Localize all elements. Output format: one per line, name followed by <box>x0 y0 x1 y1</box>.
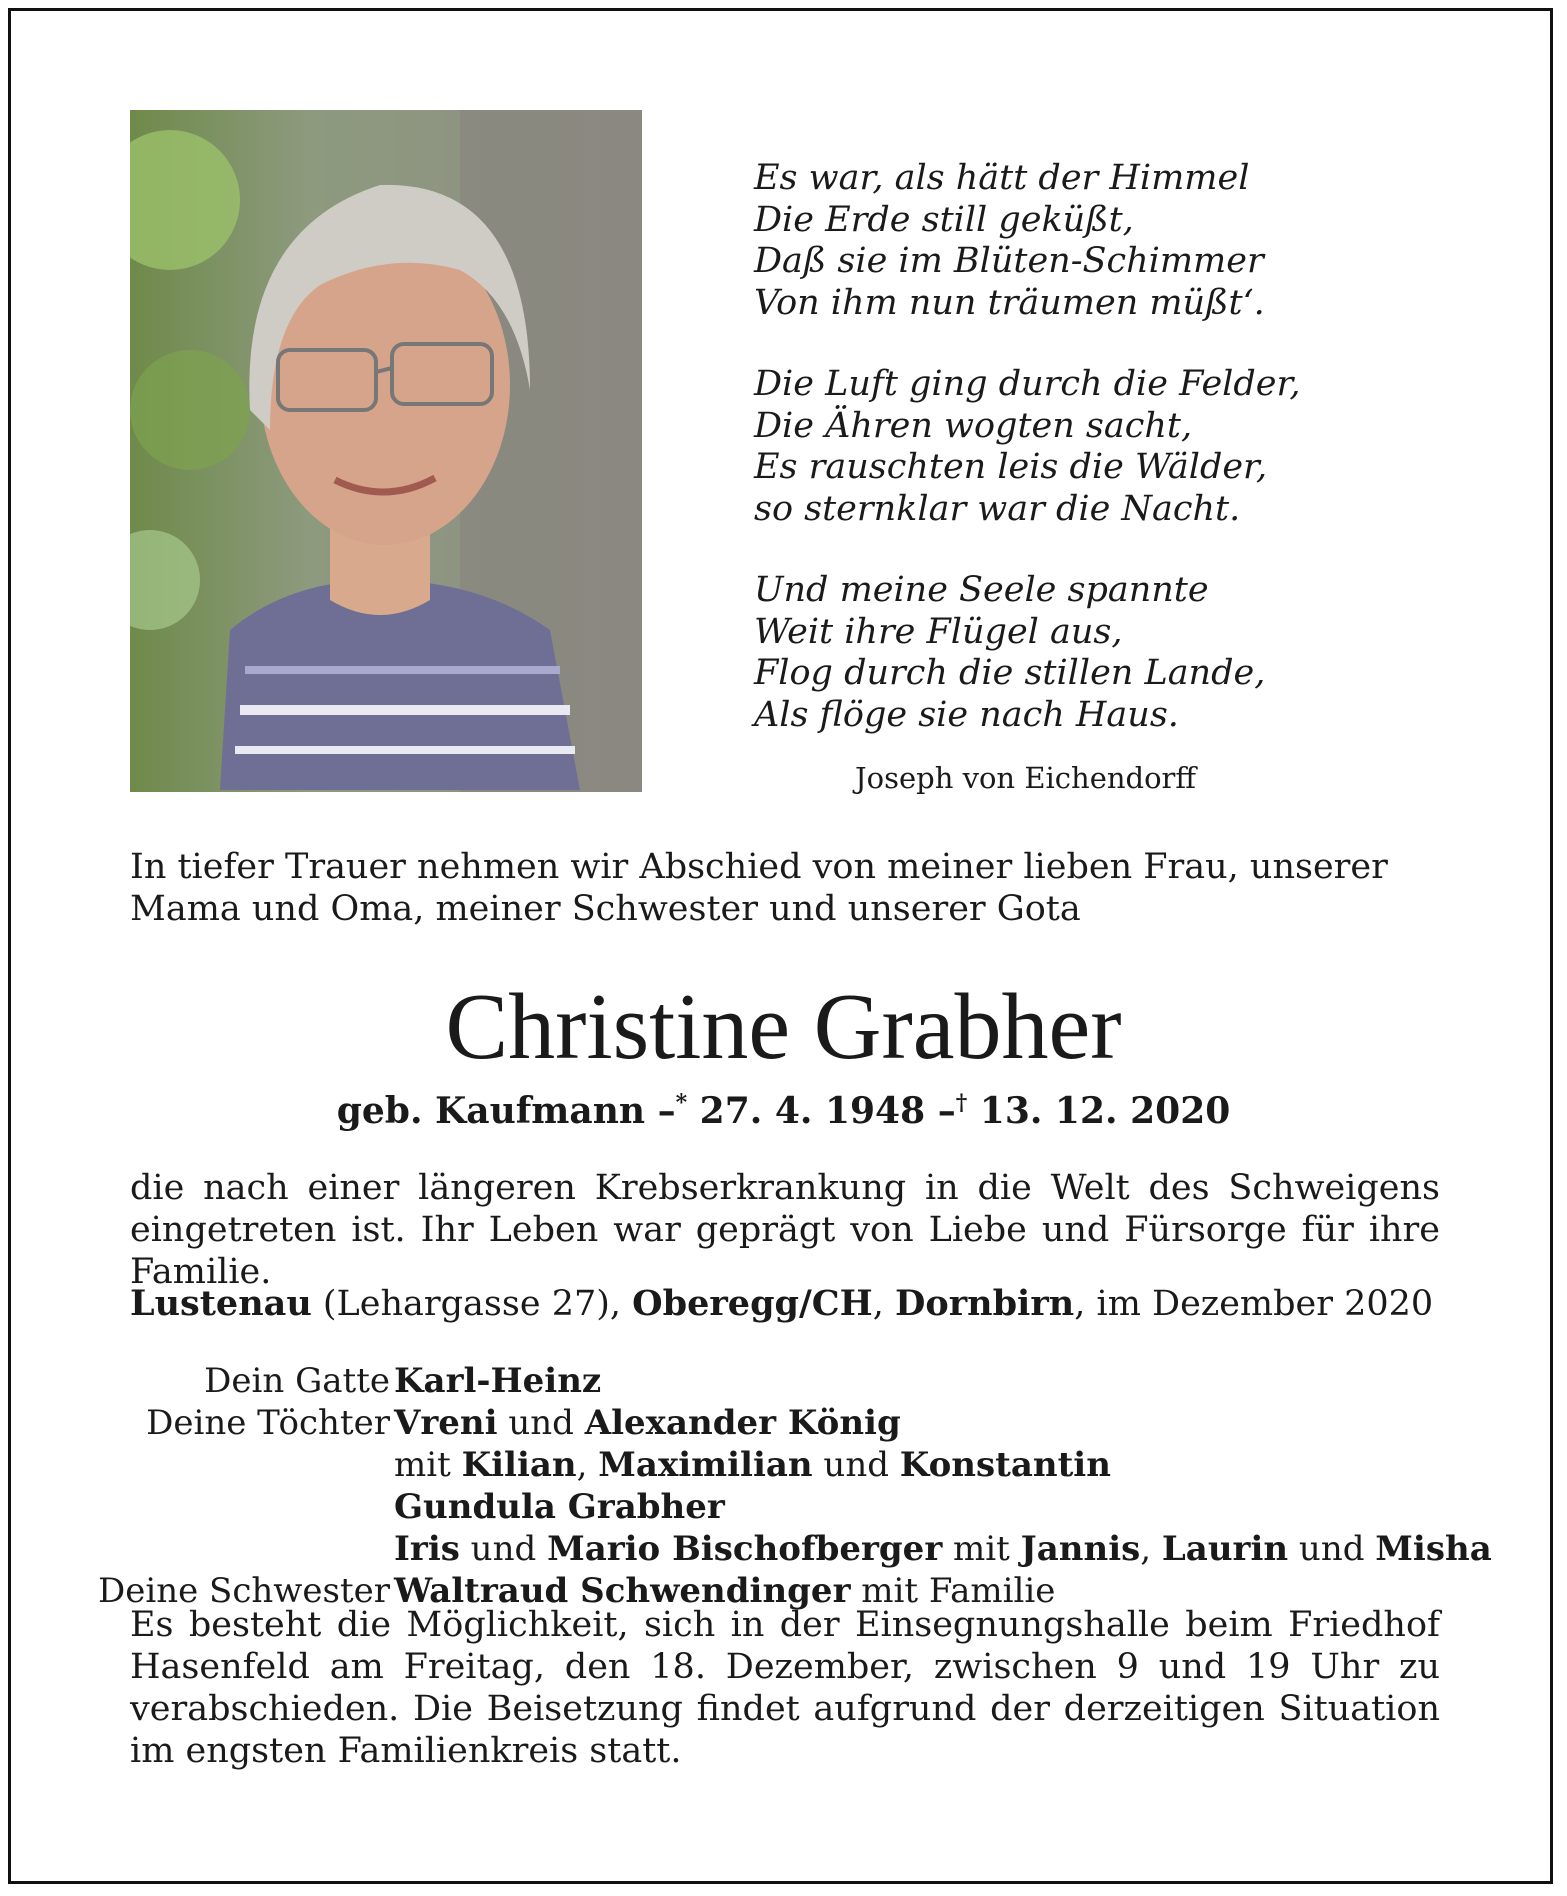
relative-row <box>0 1528 1567 1570</box>
relatives-list <box>0 1360 1567 1612</box>
relative-connector: und <box>812 1445 900 1485</box>
body-text: die nach einer längeren Krebserkrankung in die Welt des Schweigens eingetreten ist. Ihr Leben war geprägt von Liebe und Fürsorge für ihre Familie. <box>130 1168 1440 1292</box>
relative-connector: und <box>1288 1529 1376 1569</box>
poem-line: Als flöge sie nach Haus. <box>754 694 1179 735</box>
poem-stanza <box>754 570 1394 736</box>
relative-label: Deine Schwester <box>97 1571 390 1611</box>
place-city: Dornbirn <box>895 1283 1075 1324</box>
poem-line: Es war, als hätt der Himmel <box>754 158 1250 198</box>
dash: – <box>937 1090 956 1132</box>
relative-name: Misha <box>1375 1529 1492 1569</box>
poem-stanza <box>754 364 1394 530</box>
relative-names <box>394 1360 601 1402</box>
portrait-image <box>130 110 642 792</box>
relative-connector: , <box>1140 1529 1162 1569</box>
dash: – <box>657 1090 676 1132</box>
place-city: Lustenau <box>130 1283 312 1324</box>
relative-name: Waltraud Schwendinger <box>394 1571 851 1611</box>
poem-line: Daß sie im Blüten-Schimmer <box>754 241 1264 281</box>
closing-text: Es besteht die Möglichkeit, sich in der Einsegnungshalle beim Friedhof Hasenfeld am Freitag, den 18. Dezember, zwischen 9 und 19 Uhr zu verabschieden. Die Beisetzung findet aufgrund der derzeitigen Situation im engsten Familienkreis statt. <box>130 1605 1440 1771</box>
relative-name: Iris <box>394 1529 460 1569</box>
deceased-name: Christine Grabher <box>445 975 1122 1079</box>
relative-name: Laurin <box>1161 1529 1289 1569</box>
relative-names <box>394 1528 1492 1570</box>
place-address: (Lehargasse 27), <box>311 1284 633 1324</box>
relative-row <box>0 1402 1567 1444</box>
place-city: Oberegg/CH <box>632 1283 873 1324</box>
poem-stanza <box>754 158 1394 324</box>
relative-label: Deine Töchter <box>146 1403 390 1443</box>
poem-line: Die Luft ging durch die Felder, <box>754 364 1301 404</box>
place-date: , im Dezember 2020 <box>1074 1284 1434 1324</box>
poem-line: Die Ähren wogten sacht, <box>754 405 1193 446</box>
poem-line: Weit ihre Flügel aus, <box>754 611 1123 652</box>
poem-author: Joseph von Eichendorff <box>855 761 1197 795</box>
relative-label: Dein Gatte <box>204 1361 390 1401</box>
relative-connector: mit <box>942 1529 1021 1569</box>
relative-name: Alexander König <box>584 1403 901 1443</box>
poem <box>754 158 1394 736</box>
relative-names <box>394 1486 725 1528</box>
birth-date: 27. 4. 1948 <box>699 1090 926 1132</box>
relative-names <box>394 1402 901 1444</box>
relative-name: Jannis <box>1020 1529 1141 1569</box>
death-date: 13. 12. 2020 <box>979 1090 1231 1132</box>
poem-line: Und meine Seele spannte <box>754 570 1209 610</box>
relative-name: Karl-Heinz <box>394 1361 602 1401</box>
place-separator: , <box>872 1284 895 1324</box>
portrait-photo <box>130 110 642 792</box>
relative-row <box>0 1444 1567 1486</box>
relative-name: Konstantin <box>899 1445 1111 1485</box>
relative-connector: mit Familie <box>850 1571 1056 1611</box>
relative-name: Kilian <box>461 1445 577 1485</box>
relative-row <box>0 1486 1567 1528</box>
birth-name: geb. Kaufmann <box>336 1090 646 1132</box>
relative-connector: und <box>497 1403 585 1443</box>
poem-line: Die Erde still geküßt, <box>754 199 1134 240</box>
relative-row <box>0 1360 1567 1402</box>
birth-symbol: * <box>675 1090 688 1116</box>
death-symbol: † <box>955 1090 968 1116</box>
poem-line: Es rauschten leis die Wälder, <box>754 447 1268 487</box>
life-dates <box>0 1081 1567 1133</box>
relative-name: Maximilian <box>598 1445 813 1485</box>
relative-connector: mit <box>394 1445 462 1485</box>
place-line <box>130 1283 1433 1325</box>
relative-name: Vreni <box>394 1403 498 1443</box>
intro-text: In tiefer Trauer nehmen wir Abschied von meiner lieben Frau, unserer Mama und Oma, meiner Schwester und unserer Gota <box>130 847 1388 929</box>
poem-line: Flog durch die stillen Lande, <box>754 653 1266 693</box>
relative-name: Gundula Grabher <box>394 1487 725 1527</box>
poem-line: Von ihm nun träumen müßt‘. <box>754 282 1265 323</box>
poem-line: so sternklar war die Nacht. <box>754 488 1241 529</box>
relative-connector: , <box>576 1445 599 1485</box>
relative-names <box>394 1444 1111 1486</box>
relative-connector: und <box>459 1529 548 1569</box>
relative-name: Mario Bischofberger <box>547 1529 943 1569</box>
